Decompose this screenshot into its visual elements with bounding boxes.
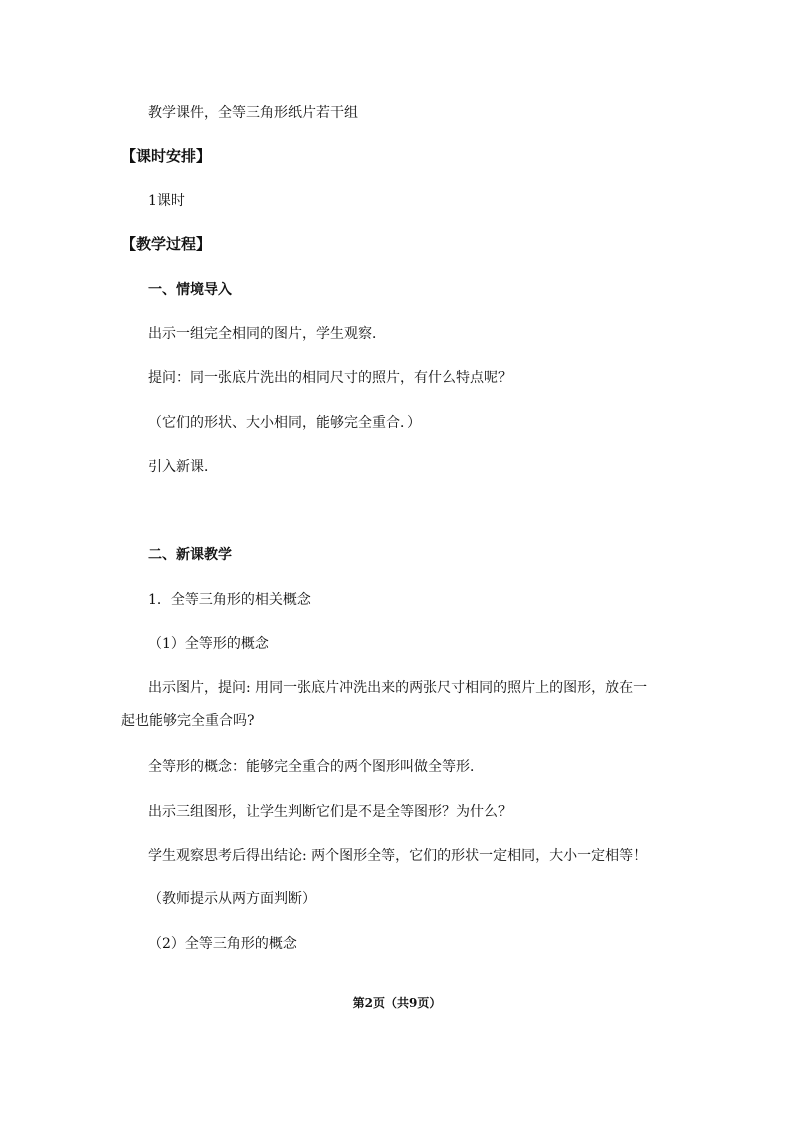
- section2-task: 出示三组图形，让学生判断它们是不是全等图形？为什么？: [148, 804, 512, 820]
- schedule-heading: 【课时安排】: [121, 147, 212, 165]
- section2-conclusion: 学生观察思考后得出结论: 两个图形全等，它们的形状一定相同，大小一定相等！: [148, 848, 648, 864]
- section2-sub-1: （1）全等形的概念: [148, 636, 269, 652]
- section2-definition: 全等形的概念：能够完全重合的两个图形叫做全等形．: [148, 759, 484, 775]
- section2-sub-2: （2）全等三角形的概念: [148, 936, 297, 952]
- process-heading: 【教学过程】: [121, 235, 212, 253]
- section1-line-3: （它们的形状、大小相同，能够完全重合．）: [148, 415, 421, 431]
- section2-paragraph-line-1: 出示图片，提问: 用同一张底片冲洗出来的两张尺寸相同的照片上的图形，放在一: [148, 680, 648, 696]
- materials-text: 教学课件，全等三角形纸片若干组: [148, 105, 358, 121]
- section2-title: 二、新课教学: [148, 547, 232, 563]
- section2-paragraph-line-2: 起也能够完全重合吗?: [121, 713, 255, 729]
- section1-line-4: 引入新课．: [148, 459, 218, 475]
- page-footer: 第2页（共9页）: [352, 996, 442, 1010]
- section2-item-1: 1．全等三角形的相关概念: [148, 592, 311, 608]
- schedule-text: 1课时: [148, 193, 185, 209]
- section2-hint: （教师提示从两方面判断）: [148, 891, 316, 907]
- section1-line-2: 提问：同一张底片洗出的相同尺寸的照片，有什么特点呢？: [148, 370, 512, 386]
- section1-title: 一、情境导入: [148, 282, 232, 298]
- section1-line-1: 出示一组完全相同的图片，学生观察．: [148, 326, 386, 342]
